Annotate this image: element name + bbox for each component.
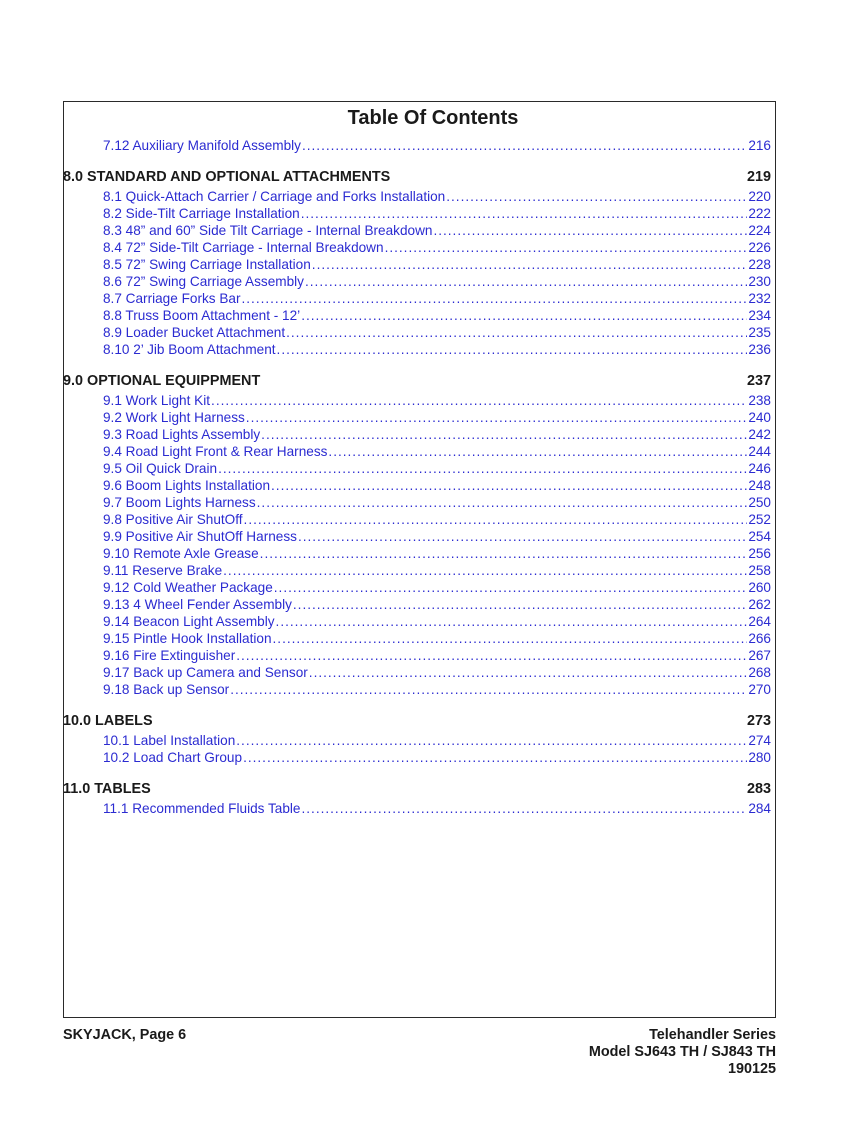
toc-entry-link[interactable] [63,138,771,155]
toc-entry-link[interactable] [63,342,771,359]
toc-entry-label: 9.5 Oil Quick Drain [103,461,218,476]
dot-leader [236,648,747,663]
toc-entry-label: 8.8 Truss Boom Attachment - 12’ [103,308,301,323]
toc-entry-page: 264 [748,614,771,629]
toc-entry-page: 268 [748,665,771,680]
toc-entry-page: 258 [748,563,771,578]
dot-leader [277,342,748,357]
toc-entry-label: 8.6 72” Swing Carriage Assembly [103,274,304,289]
dot-leader [236,733,747,748]
dot-leader [274,580,748,595]
dot-leader [244,512,748,527]
toc-entry-link[interactable] [63,325,771,342]
toc-entry-link[interactable] [63,682,771,699]
toc-entry-label: 9.12 Cold Weather Package [103,580,273,595]
dot-leader [243,750,747,765]
toc-entry-link[interactable] [63,206,771,223]
toc-entry-label: 8.5 72” Swing Carriage Installation [103,257,311,272]
toc-entry-link[interactable] [63,291,771,308]
toc-entry-label: 9.8 Positive Air ShutOff [103,512,243,527]
toc-entry-page: 226 [748,240,771,255]
toc-entry-page: 240 [748,410,771,425]
section-title: 10.0 LABELS [63,713,153,729]
toc-entry-label: 9.17 Back up Camera and Sensor [103,665,308,680]
toc-entry-label: 9.2 Work Light Harness [103,410,245,425]
dot-leader [257,495,748,510]
section-title: 9.0 OPTIONAL EQUIPPMENT [63,373,261,389]
toc-entry-label: 8.10 2’ Jib Boom Attachment [103,342,276,357]
toc-list [63,138,771,818]
dot-leader [309,665,748,680]
toc-entry-page: 236 [748,342,771,357]
toc-entry-page: 246 [748,461,771,476]
dot-leader [305,274,747,289]
dot-leader [271,478,747,493]
toc-entry-label: 11.1 Recommended Fluids Table [103,801,301,816]
toc-entry-label: 9.6 Boom Lights Installation [103,478,271,493]
toc-entry-link[interactable] [63,750,771,767]
toc-entry-label: 10.2 Load Chart Group [103,750,243,765]
toc-entry-page: 230 [748,274,771,289]
toc-entry-page: 242 [748,427,771,442]
toc-entry-link[interactable] [63,461,771,478]
dot-leader [301,206,748,221]
toc-entry-label: 10.1 Label Installation [103,733,236,748]
toc-entry-link[interactable] [63,495,771,512]
dot-leader [446,189,747,204]
toc-entry-page: 250 [748,495,771,510]
footer-model-info [589,1027,776,1078]
toc-section-heading[interactable] [63,169,771,189]
toc-entry-page: 234 [748,308,771,323]
toc-entry-label: 9.10 Remote Axle Grease [103,546,259,561]
toc-entry-link[interactable] [63,665,771,682]
dot-leader [273,631,748,646]
toc-entry-link[interactable] [63,801,771,818]
toc-entry-link[interactable] [63,393,771,410]
toc-entry-link[interactable] [63,733,771,750]
toc-entry-link[interactable] [63,240,771,257]
toc-entry-link[interactable] [63,648,771,665]
section-title: 8.0 STANDARD AND OPTIONAL ATTACHMENTS [63,169,391,185]
toc-entry-link[interactable] [63,223,771,240]
toc-entry-label: 9.7 Boom Lights Harness [103,495,256,510]
toc-entry-page: 266 [748,631,771,646]
section-page: 219 [746,169,771,185]
toc-entry-label: 8.4 72” Side-Tilt Carriage - Internal Breakdown [103,240,384,255]
dot-leader [433,223,747,238]
toc-entry-label: 9.15 Pintle Hook Installation [103,631,272,646]
dot-leader [260,546,748,561]
section-page: 237 [746,373,771,389]
dot-leader [242,291,748,306]
toc-entry-link[interactable] [63,410,771,427]
toc-entry-label: 9.3 Road Lights Assembly [103,427,261,442]
section-title: 11.0 TABLES [63,781,151,797]
toc-entry-link[interactable] [63,512,771,529]
toc-entry-page: 238 [748,393,771,408]
dot-leader [301,308,747,323]
dot-leader [385,240,748,255]
toc-entry-page: 284 [748,801,771,816]
toc-entry-label: 9.14 Beacon Light Assembly [103,614,275,629]
dot-leader [301,801,747,816]
toc-entry-link[interactable] [63,546,771,563]
toc-section-heading[interactable] [63,781,771,801]
toc-entry-link[interactable] [63,563,771,580]
toc-entry-link[interactable] [63,580,771,597]
dot-leader [246,410,748,425]
toc-entry-label: 9.11 Reserve Brake [103,563,223,578]
footer-model: Model SJ643 TH / SJ843 TH [588,1044,776,1060]
dot-leader [293,597,747,612]
dot-leader [328,444,747,459]
toc-entry-page: 244 [748,444,771,459]
toc-entry-link[interactable] [63,427,771,444]
dot-leader [211,393,747,408]
toc-entry-label: 9.9 Positive Air ShutOff Harness [103,529,297,544]
toc-entry-label: 8.2 Side-Tilt Carriage Installation [103,206,300,221]
toc-entry-page: 235 [748,325,771,340]
toc-entry-label: 7.12 Auxiliary Manifold Assembly [103,138,301,153]
toc-entry-page: 232 [748,291,771,306]
toc-entry-label: 8.3 48” and 60” Side Tilt Carriage - Internal Breakdown [103,223,433,238]
dot-leader [286,325,747,340]
toc-entry-link[interactable] [63,478,771,495]
toc-entry-link[interactable] [63,274,771,291]
dot-leader [276,614,748,629]
toc-entry-link[interactable] [63,308,771,325]
toc-section-heading[interactable] [63,713,771,733]
footer-publisher-page: SKYJACK, Page 6 [63,1027,187,1043]
toc-entry-page: 216 [748,138,771,153]
toc-entry-page: 248 [748,478,771,493]
toc-entry-page: 262 [748,597,771,612]
toc-entry-page: 260 [748,580,771,595]
toc-section-heading[interactable] [63,373,771,393]
footer-series: Telehandler Series [649,1027,776,1043]
dot-leader [218,461,747,476]
toc-entry-page: 220 [748,189,771,204]
toc-entry-label: 9.13 4 Wheel Fender Assembly [103,597,292,612]
toc-entry-link[interactable] [63,529,771,546]
toc-entry-link[interactable] [63,444,771,461]
page-title: Table Of Contents [347,107,519,129]
toc-entry-page: 222 [748,206,771,221]
toc-entry-label: 9.18 Back up Sensor [103,682,230,697]
toc-entry-page: 224 [748,223,771,238]
dot-leader [261,427,747,442]
toc-entry-page: 274 [748,733,771,748]
toc-entry-page: 254 [748,529,771,544]
dot-leader [312,257,748,272]
toc-entry-label: 8.7 Carriage Forks Bar [103,291,241,306]
toc-entry-page: 267 [748,648,771,663]
toc-entry-link[interactable] [63,614,771,631]
toc-entry-link[interactable] [63,631,771,648]
toc-entry-link[interactable] [63,257,771,274]
toc-entry-page: 280 [748,750,771,765]
toc-entry-label: 9.16 Fire Extinguisher [103,648,236,663]
toc-entry-link[interactable] [63,189,771,206]
section-page: 283 [746,781,771,797]
toc-entry-link[interactable] [63,597,771,614]
dot-leader [302,138,747,153]
footer-date-code: 190125 [727,1061,776,1077]
toc-entry-label: 9.1 Work Light Kit [103,393,211,408]
toc-entry-page: 228 [748,257,771,272]
toc-entry-page: 270 [748,682,771,697]
toc-entry-label: 9.4 Road Light Front & Rear Harness [103,444,328,459]
toc-entry-label: 8.1 Quick-Attach Carrier / Carriage and Forks Installation [103,189,446,204]
dot-leader [298,529,747,544]
toc-entry-label: 8.9 Loader Bucket Attachment [103,325,286,340]
toc-entry-page: 252 [748,512,771,527]
dot-leader [230,682,747,697]
section-page: 273 [746,713,771,729]
toc-entry-page: 256 [748,546,771,561]
dot-leader [223,563,747,578]
